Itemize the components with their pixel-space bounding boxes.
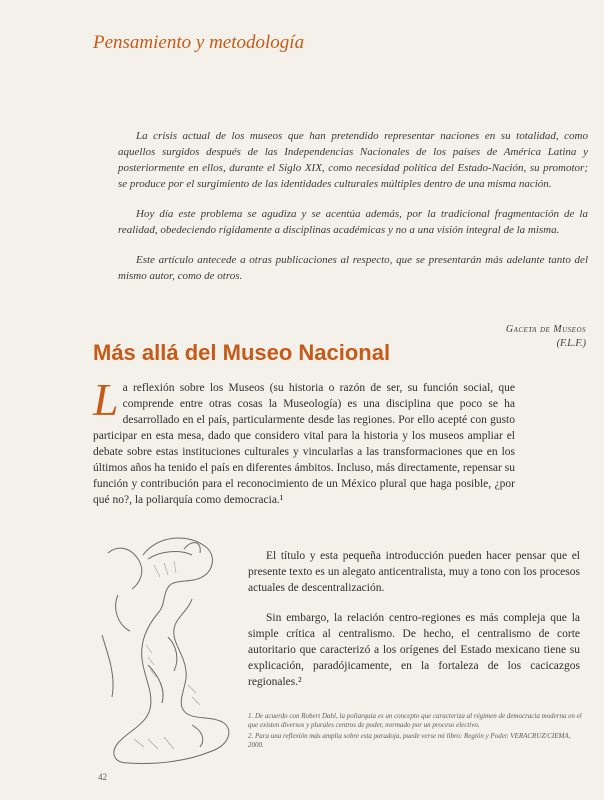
- attribution: [436, 323, 586, 351]
- body-column: [248, 548, 580, 704]
- drop-cap: L: [93, 374, 119, 425]
- abstract-paragraph-1: La crisis actual de los museos que han pretendido representar naciones en su totalidad, como aquellos surgidos después de las Independencias Nacionales de los países de América Latina y posteriormente en ellos, durante el Siglo XIX, como necesidad política del Estado-Nación, su promotor; se produce por el surgimiento de las identidades culturales múltiples dentro de una misma nación.: [118, 130, 588, 190]
- footnote-2: 2. Para una reflexión más amplia sobre esta paradoja, puede verse mi libro: Región y Poder. VERACRUZ/CIEMA, 2000.: [248, 732, 571, 749]
- attribution-initials: (F.L.F.): [556, 338, 586, 349]
- footnotes: [248, 712, 584, 752]
- abstract-paragraph-3: Este artículo antecede a otras publicaciones al respecto, que se presentarán más adelante tanto del mismo autor, como de otros.: [118, 254, 588, 282]
- body-paragraph-1: [93, 374, 515, 508]
- abstract: [118, 128, 588, 298]
- body-paragraph-2: El título y esta pequeña introducción pueden hacer pensar que el presente texto es un alegato anticentralista, muy a tono con los procesos actuales de descentralización.: [248, 550, 580, 594]
- section-title: Pensamiento y metodología: [93, 32, 305, 53]
- figure-illustration: [88, 525, 258, 770]
- sculpture-sketch-icon: [88, 525, 258, 770]
- article-heading: Más allá del Museo Nacional: [93, 340, 391, 365]
- page-number: 42: [98, 772, 107, 782]
- body-paragraph-3: Sin embargo, la relación centro-regiones es más compleja que la simple crítica al centralismo. De hecho, el centralismo de corte autoritario que caracterizó a los orígenes del Estado mexicano tiene su explicación, paradójicamente, en la fortaleza de los cacicazgos regionales.²: [248, 612, 580, 688]
- footnote-1: 1. De acuerdo con Robert Dahl, la poliarquía es un concepto que caracteriza al régimen de democracia moderna en el que existen diversos y plurales centros de poder, normado por un proceso electivo.: [248, 712, 582, 729]
- attribution-org: Gaceta de Museos: [505, 324, 586, 335]
- body-paragraph-1-text: a reflexión sobre los Museos (su historia o razón de ser, su función social, que comprende entre otras cosas la Museología) es una disciplina que poco se ha desarrollado en el país, particularmente desde las regiones. Por ello acepté con gusto participar en esta mesa, dado que considero vital para la historia y los museos ampliar el debate sobre estas instituciones culturales y vincularlas a las transformaciones que en los últimos años ha tenido el país en diferentes ámbitos. Incluso, más directamente, repensar su función y contribución para el reconocimiento de un México plural que haga posible, ¿por qué no?, la poliarquía como democracia.¹: [93, 382, 515, 506]
- abstract-paragraph-2: Hoy día este problema se agudiza y se acentúa además, por la tradicional fragmentación de la realidad, obedeciendo rígidamente a disciplinas académicas y no a una visión integral de la misma.: [118, 208, 588, 236]
